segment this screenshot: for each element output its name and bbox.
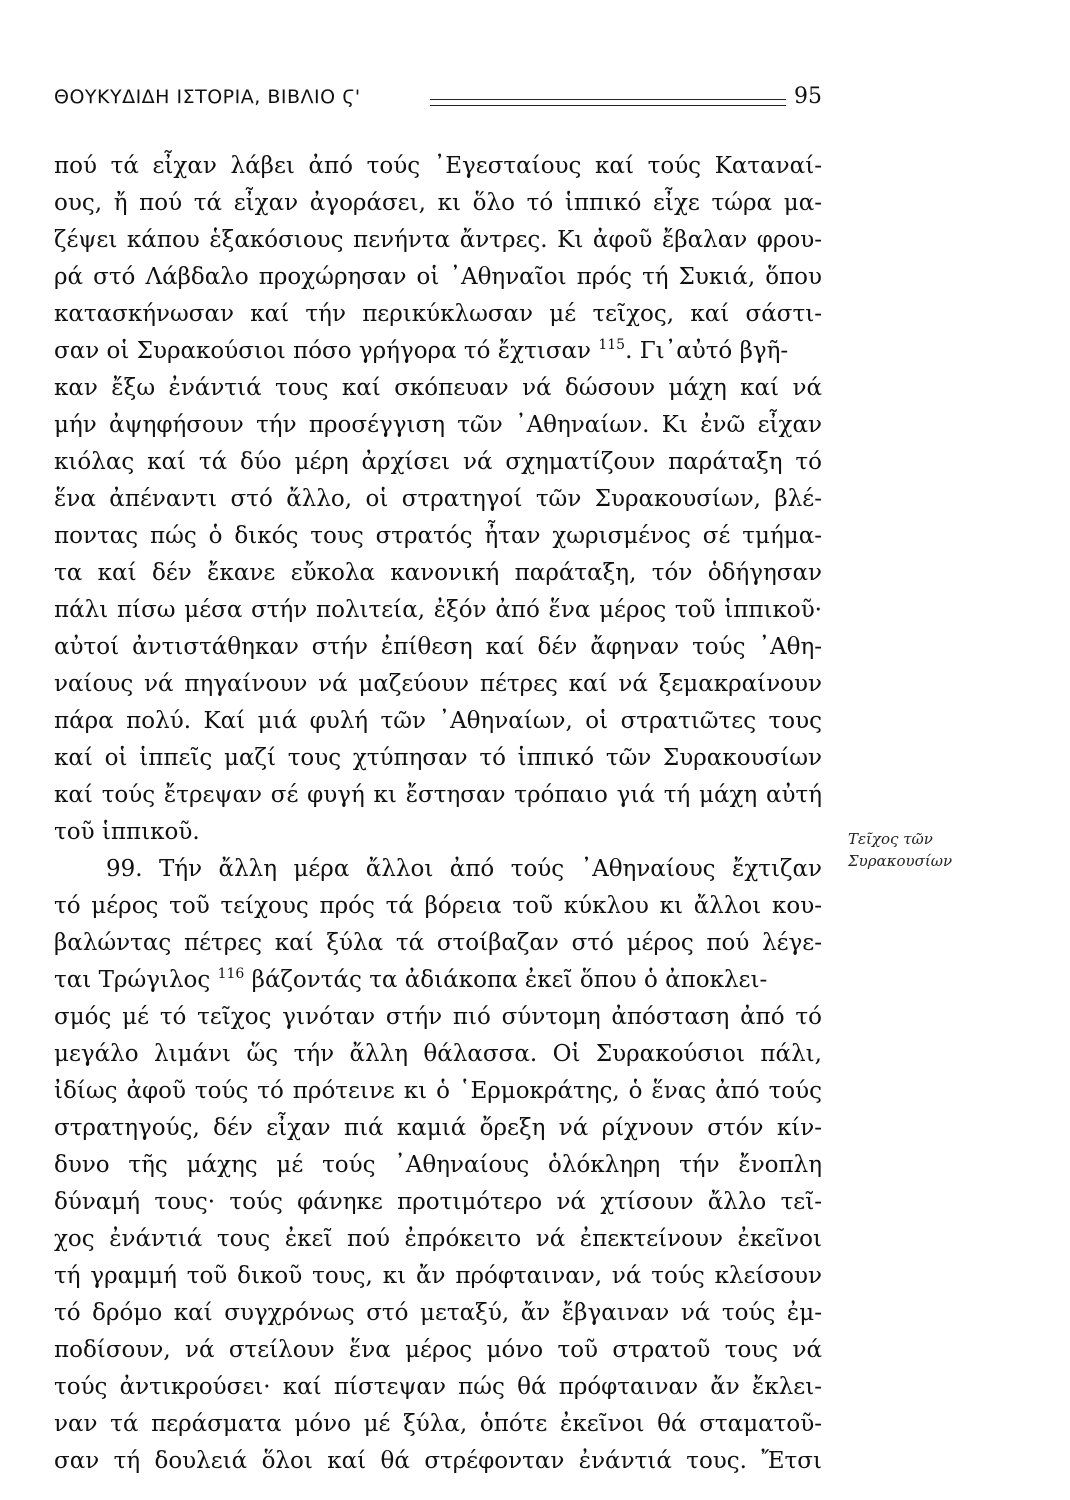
text-line: ναίους νά πηγαίνουν νά μαζεύουν πέτρες καί νά ξεμακραίνουν	[54, 671, 822, 697]
text-line: καί τούς ἔτρεψαν σέ φυγή κι ἔστησαν τρόπαιο γιά τή μάχη αὐτή	[54, 782, 822, 808]
text-line: καν ἔξω ἐνάντιά τους καί σκόπευαν νά δώσουν μάχη καί νά	[54, 375, 822, 401]
text-line: ἕνα ἀπέναντι στό ἄλλο, οἱ στρατηγοί τῶν Συρακουσίων, βλέ-	[54, 486, 822, 512]
text-line: ρά στό Λάβδαλο προχώρησαν οἱ ᾿Αθηναῖοι πρός τή Συκιά, ὅπου	[54, 264, 822, 290]
text-line: τό μέρος τοῦ τείχους πρός τά βόρεια τοῦ κύκλου κι ἄλλοι κου-	[54, 893, 822, 919]
text-line-with-footnote	[54, 962, 822, 999]
text-line: κατασκήνωσαν καί τήν περικύκλωσαν μέ τεῖχος, καί σάστι-	[54, 301, 822, 327]
paragraph-start-99: 99. Τήν ἄλλη μέρα ἄλλοι ἀπό τούς ᾿Αθηναίους ἔχτιζαν	[106, 856, 822, 882]
footnote-ref-116[interactable]: 116	[217, 966, 245, 982]
text-line: ναν τά περάσματα μόνο μέ ξύλα, ὁπότε ἐκεῖνοι θά σταματοῦ-	[54, 1411, 822, 1437]
text-segment: . Γι᾿αὐτό βγῆ-	[625, 338, 789, 364]
text-line: καί οἱ ἱππεῖς μαζί τους χτύπησαν τό ἱππικό τῶν Συρακουσίων	[54, 745, 822, 771]
text-segment: σαν οἱ Συρακούσιοι πόσο γρήγορα τό ἔχτισαν	[54, 338, 592, 364]
text-line: βαλώντας πέτρες καί ξύλα τά στοίβαζαν στό μέρος πού λέγε-	[54, 930, 822, 956]
text-line: τούς ἀντικρούσει· καί πίστεψαν πώς θά πρόφταιναν ἄν ἔκλει-	[54, 1374, 822, 1400]
text-line: αὐτοί ἀντιστάθηκαν στήν ἐπίθεση καί δέν ἄφηναν τούς ᾿Αθη-	[54, 634, 822, 660]
text-line: πάρα πολύ. Καί μιά φυλή τῶν ᾿Αθηναίων, οἱ στρατιῶτες τους	[54, 708, 822, 734]
text-line: ἰδίως ἀφοῦ τούς τό πρότεινε κι ὁ ῾Ερμοκράτης, ὁ ἕνας ἀπό τούς	[54, 1078, 822, 1104]
footnote-ref-115[interactable]: 115	[598, 337, 626, 353]
text-line: δυνο τῆς μάχης μέ τούς ᾿Αθηναίους ὁλόκληρη τήν ἔνοπλη	[54, 1152, 822, 1178]
text-line: κιόλας καί τά δύο μέρη ἀρχίσει νά σχηματίζουν παράταξη τό	[54, 449, 822, 475]
margin-note-line: Συρακουσίων	[848, 852, 953, 870]
text-line: ποδίσουν, νά στείλουν ἕνα μέρος μόνο τοῦ στρατοῦ τους νά	[54, 1337, 822, 1363]
header-double-rule	[430, 99, 786, 106]
text-line: τό δρόμο καί συγχρόνως στό μεταξύ, ἄν ἔβγαιναν νά τούς ἐμ-	[54, 1300, 822, 1326]
running-title: ΘΟΥΚΥΔΙΔΗ ΙΣΤΟΡΙΑ, ΒΙΒΛΙΟ Ϛ'	[54, 86, 361, 108]
text-line: ζέψει κάπου ἑξακόσιους πενήντα ἄντρες. Κι ἀφοῦ ἔβαλαν φρου-	[54, 227, 822, 253]
text-line: μεγάλο λιμάνι ὥς τήν ἄλλη θάλασσα. Οἱ Συρακούσιοι πάλι,	[54, 1041, 822, 1067]
body-text	[54, 148, 822, 1480]
text-line: τοῦ ἱππικοῦ.	[54, 819, 200, 845]
text-segment: βάζοντάς τα ἀδιάκοπα ἐκεῖ ὅπου ὁ ἀποκλει-	[251, 967, 768, 993]
text-line-with-footnote	[54, 333, 822, 370]
text-line: ους, ἤ πού τά εἶχαν ἀγοράσει, κι ὅλο τό ἱππικό εἶχε τώρα μα-	[54, 190, 822, 216]
text-line: σμός μέ τό τεῖχος γινόταν στήν πιό σύντομη ἀπόσταση ἀπό τό	[54, 1004, 822, 1030]
text-line: πού τά εἶχαν λάβει ἀπό τούς ᾿Εγεσταίους καί τούς Καταναί-	[54, 153, 822, 179]
margin-note-line: Τεῖχος τῶν	[848, 830, 933, 848]
text-line: σαν τή δουλειά ὅλοι καί θά στρέφονταν ἐνάντιά τους. Ἔτσι	[54, 1448, 822, 1474]
text-line: τή γραμμή τοῦ δικοῦ τους, κι ἄν πρόφταιναν, νά τούς κλείσουν	[54, 1263, 822, 1289]
text-line: ποντας πώς ὁ δικός τους στρατός ἦταν χωρισμένος σέ τμήμα-	[54, 523, 822, 549]
text-segment: ται Τρώγιλος	[54, 967, 211, 993]
text-line: τα καί δέν ἔκανε εὔκολα κανονική παράταξη, τόν ὁδήγησαν	[54, 560, 822, 586]
text-line: δύναμή τους· τούς φάνηκε προτιμότερο νά χτίσουν ἄλλο τεῖ-	[54, 1189, 822, 1215]
text-line: χος ἐνάντιά τους ἐκεῖ πού ἐπρόκειτο νά ἐπεκτείνουν ἐκεῖνοι	[54, 1226, 822, 1252]
running-header	[54, 86, 822, 116]
page-number: 95	[794, 84, 822, 109]
margin-note	[848, 828, 1048, 872]
text-line: μήν ἀψηφήσουν τήν προσέγγιση τῶν ᾿Αθηναίων. Κι ἐνῶ εἶχαν	[54, 412, 822, 438]
text-line: στρατηγούς, δέν εἶχαν πιά καμιά ὄρεξη νά ρίχνουν στόν κίν-	[54, 1115, 822, 1141]
text-line: πάλι πίσω μέσα στήν πολιτεία, ἐξόν ἀπό ἕνα μέρος τοῦ ἱππικοῦ·	[54, 597, 822, 623]
